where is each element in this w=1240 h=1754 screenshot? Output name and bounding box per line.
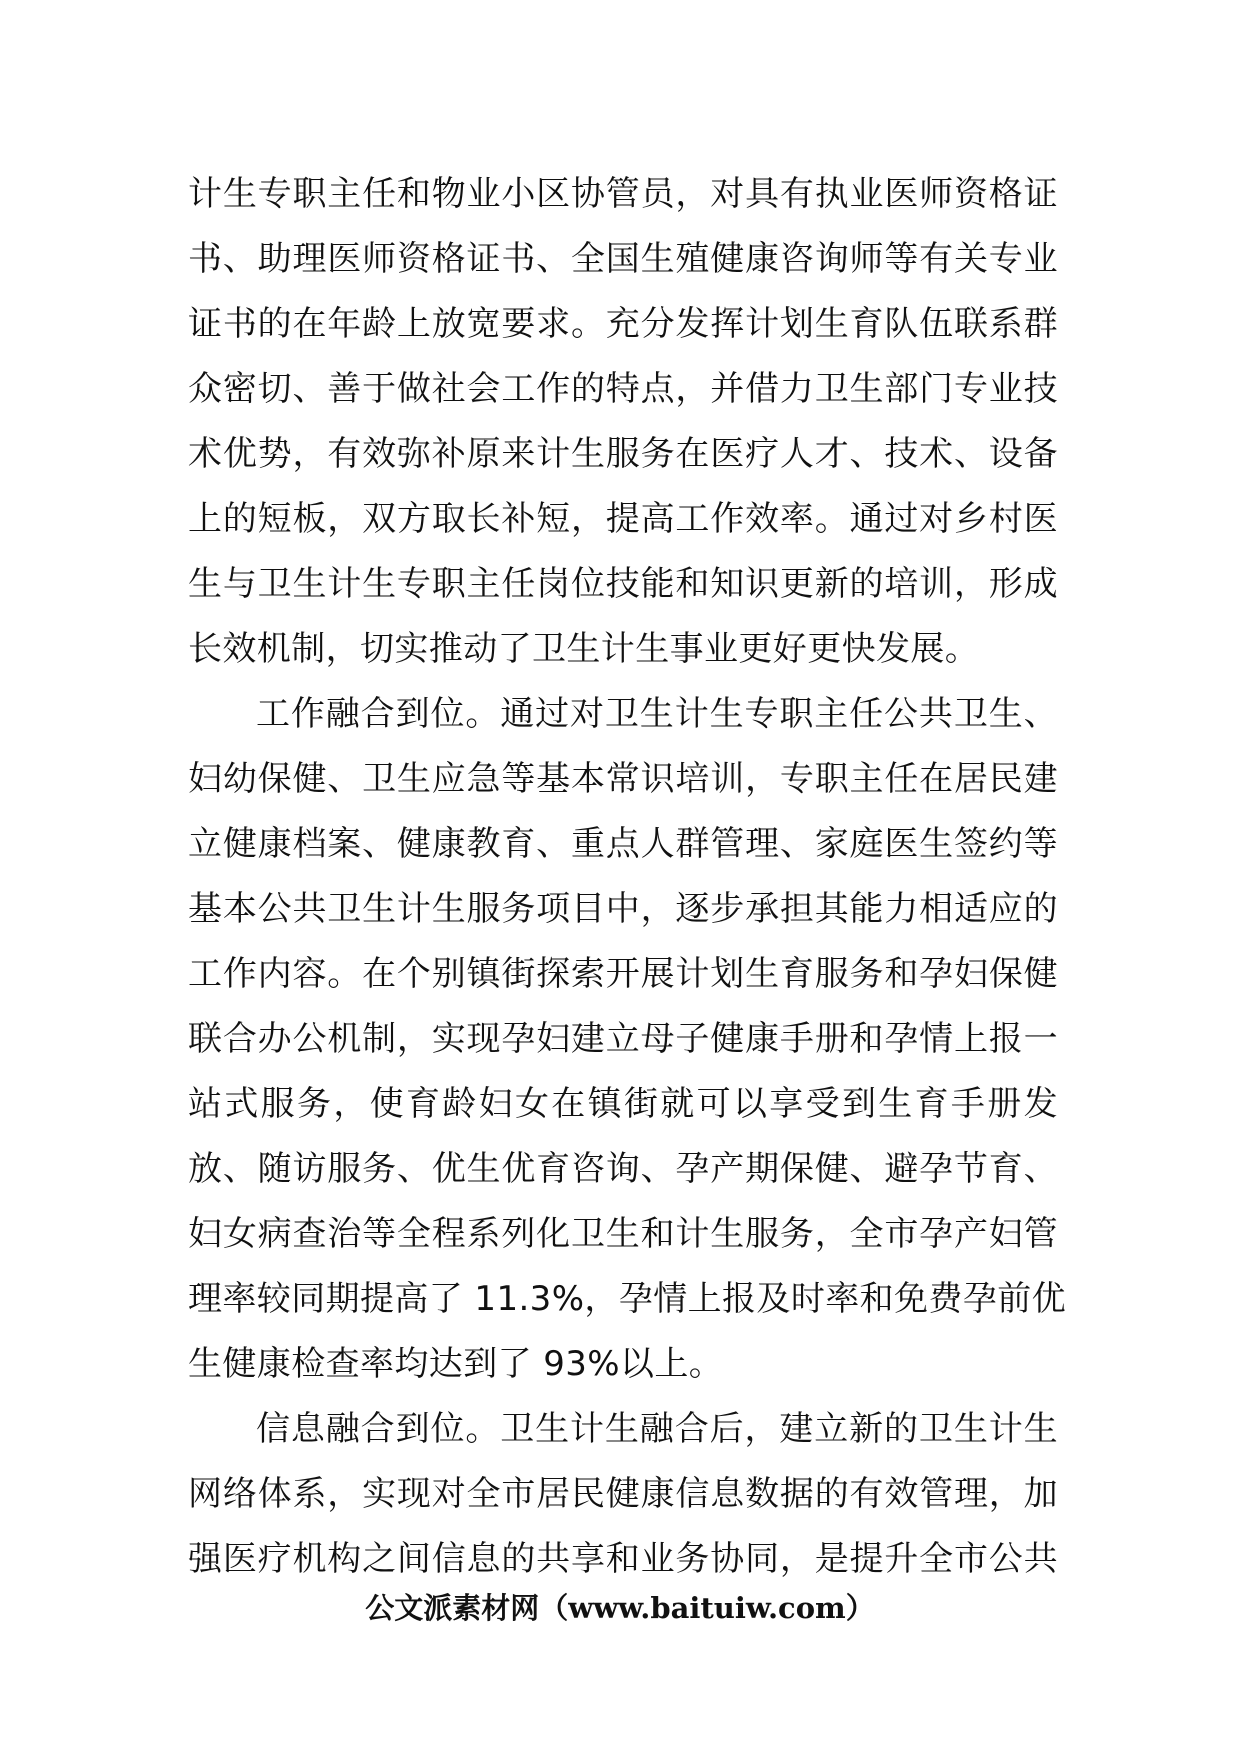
text-lines <box>188 162 1067 1592</box>
footer-watermark: 公文派素材网（www.baituiw.com） <box>365 1591 875 1625</box>
text-line: 站式服务，使育龄妇女在镇街就可以享受到生育手册发 <box>188 1084 1058 1124</box>
text-line: 妇女病查治等全程系列化卫生和计生服务，全市孕产妇管 <box>188 1214 1058 1254</box>
document-body <box>188 162 1067 1592</box>
text-line: 生健康检查率均达到了 93%以上。 <box>188 1344 724 1384</box>
text-line: 术优势，有效弥补原来计生服务在医疗人才、技术、设备 <box>188 434 1058 474</box>
text-line: 联合办公机制，实现孕妇建立母子健康手册和孕情上报一 <box>188 1019 1058 1059</box>
text-line: 生与卫生计生专职主任岗位技能和知识更新的培训，形成 <box>188 564 1058 604</box>
text-line: 放、随访服务、优生优育咨询、孕产期保健、避孕节育、 <box>188 1149 1058 1189</box>
text-line: 理率较同期提高了 11.3%，孕情上报及时率和免费孕前优 <box>188 1279 1067 1319</box>
text-line: 妇幼保健、卫生应急等基本常识培训，专职主任在居民建 <box>188 759 1058 799</box>
text-line: 证书的在年龄上放宽要求。充分发挥计划生育队伍联系群 <box>188 304 1058 344</box>
text-line: 强医疗机构之间信息的共享和业务协同，是提升全市公共 <box>188 1539 1058 1579</box>
text-line: 立健康档案、健康教育、重点人群管理、家庭医生签约等 <box>188 824 1058 864</box>
text-line: 上的短板，双方取长补短，提高工作效率。通过对乡村医 <box>188 499 1058 539</box>
text-line: 信息融合到位。卫生计生融合后，建立新的卫生计生 <box>256 1409 1058 1449</box>
text-line: 长效机制，切实推动了卫生计生事业更好更快发展。 <box>188 629 980 669</box>
text-line: 网络体系，实现对全市居民健康信息数据的有效管理，加 <box>188 1474 1058 1514</box>
text-line: 计生专职主任和物业小区协管员，对具有执业医师资格证 <box>188 174 1058 214</box>
text-line: 书、助理医师资格证书、全国生殖健康咨询师等有关专业 <box>188 239 1058 279</box>
text-line: 工作内容。在个别镇街探索开展计划生育服务和孕妇保健 <box>188 954 1058 994</box>
text-line: 众密切、善于做社会工作的特点，并借力卫生部门专业技 <box>188 369 1058 409</box>
text-line: 基本公共卫生计生服务项目中，逐步承担其能力相适应的 <box>188 889 1058 929</box>
text-line: 工作融合到位。通过对卫生计生专职主任公共卫生、 <box>256 694 1058 734</box>
